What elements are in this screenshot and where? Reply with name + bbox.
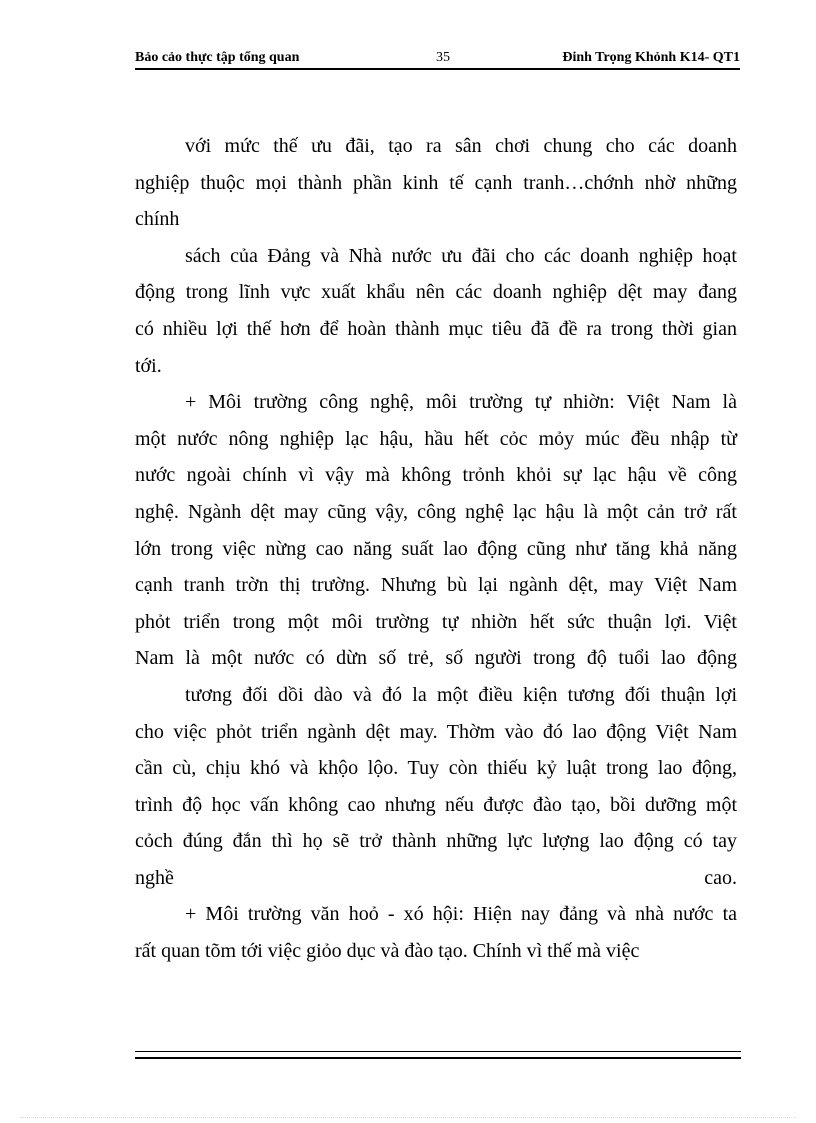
header-page-number: 35 [436,50,450,65]
text-line: một nước nông nghiệp lạc hậu, hầu hết cỏc mỏy múc đều nhập từ [135,427,737,450]
text-line: chính [135,208,180,231]
text-line: cần cù, chịu khó và khộo lộo. Tuy còn thiếu kỷ luật trong lao động, [135,757,737,780]
page-header [135,50,740,70]
text-line-split-right: cao. [704,866,737,889]
text-line: nghiệp thuộc mọi thành phần kinh tế cạnh tranh…chớnh nhờ những [135,171,737,194]
text-line: Nam là một nước có dừn số trẻ, số người trong độ tuổi lao động [135,647,737,670]
text-line: cho việc phỏt triển ngành dệt may. Thờm vào đó lao động Việt Nam [135,720,737,743]
text-line: + Môi trường công nghệ, môi trường tự nhiờn: Việt Nam là [185,391,737,414]
text-line: có nhiều lợi thế hơn để hoàn thành mục tiêu đã đề ra trong thời gian [135,317,737,340]
text-line: với mức thế ưu đãi, tạo ra sân chơi chung cho các doanh [185,135,737,157]
page-bottom-dotted-edge [20,1117,796,1118]
text-line: nghệ. Ngành dệt may cũng vậy, công nghệ lạc hậu là một cản trở rất [135,500,737,523]
text-line: nước ngoài chính vì vậy mà không trỏnh khỏi sự lạc hậu về công [135,464,737,487]
text-line: sách của Đảng và Nhà nước ưu đãi cho các doanh nghiệp hoạt [185,244,737,267]
footer-double-rule [135,1051,741,1059]
text-line: rất quan tõm tới việc giỏo dục và đào tạo. Chính vì thế mà việc [135,940,640,963]
header-author: Đinh Trọng Khỏnh K14- QT1 [562,50,740,65]
text-line: động trong lĩnh vực xuất khẩu nên các doanh nghiệp dệt may đang [135,281,737,304]
text-line: trình độ học vấn không cao nhưng nếu được đào tạo, bồi dưỡng một [135,793,737,816]
text-line: cạnh tranh trờn thị trường. Nhưng bù lại ngành dệt, may Việt Nam [135,574,737,597]
text-line: tới. [135,354,162,377]
text-line-split [135,860,737,897]
text-line: tương đối dồi dào và đó la một điều kiện tương đối thuận lợi [185,683,737,706]
text-line: lớn trong việc nừng cao năng suất lao động cũng như tăng khả năng [135,537,737,560]
text-line-split-left: nghề [135,866,174,889]
text-line: cỏch đúng đắn thì họ sẽ trở thành những lực lượng lao động có tay [135,830,737,853]
document-body [135,128,737,970]
text-line: + Môi trường văn hoỏ - xó hội: Hiện nay đảng và nhà nước ta [185,903,737,926]
text-line: phỏt triển trong một môi trường tự nhiờn hết sức thuận lợi. Việt [135,610,737,633]
header-report-title: Bảo cảo thực tập tổng quan [135,50,300,65]
